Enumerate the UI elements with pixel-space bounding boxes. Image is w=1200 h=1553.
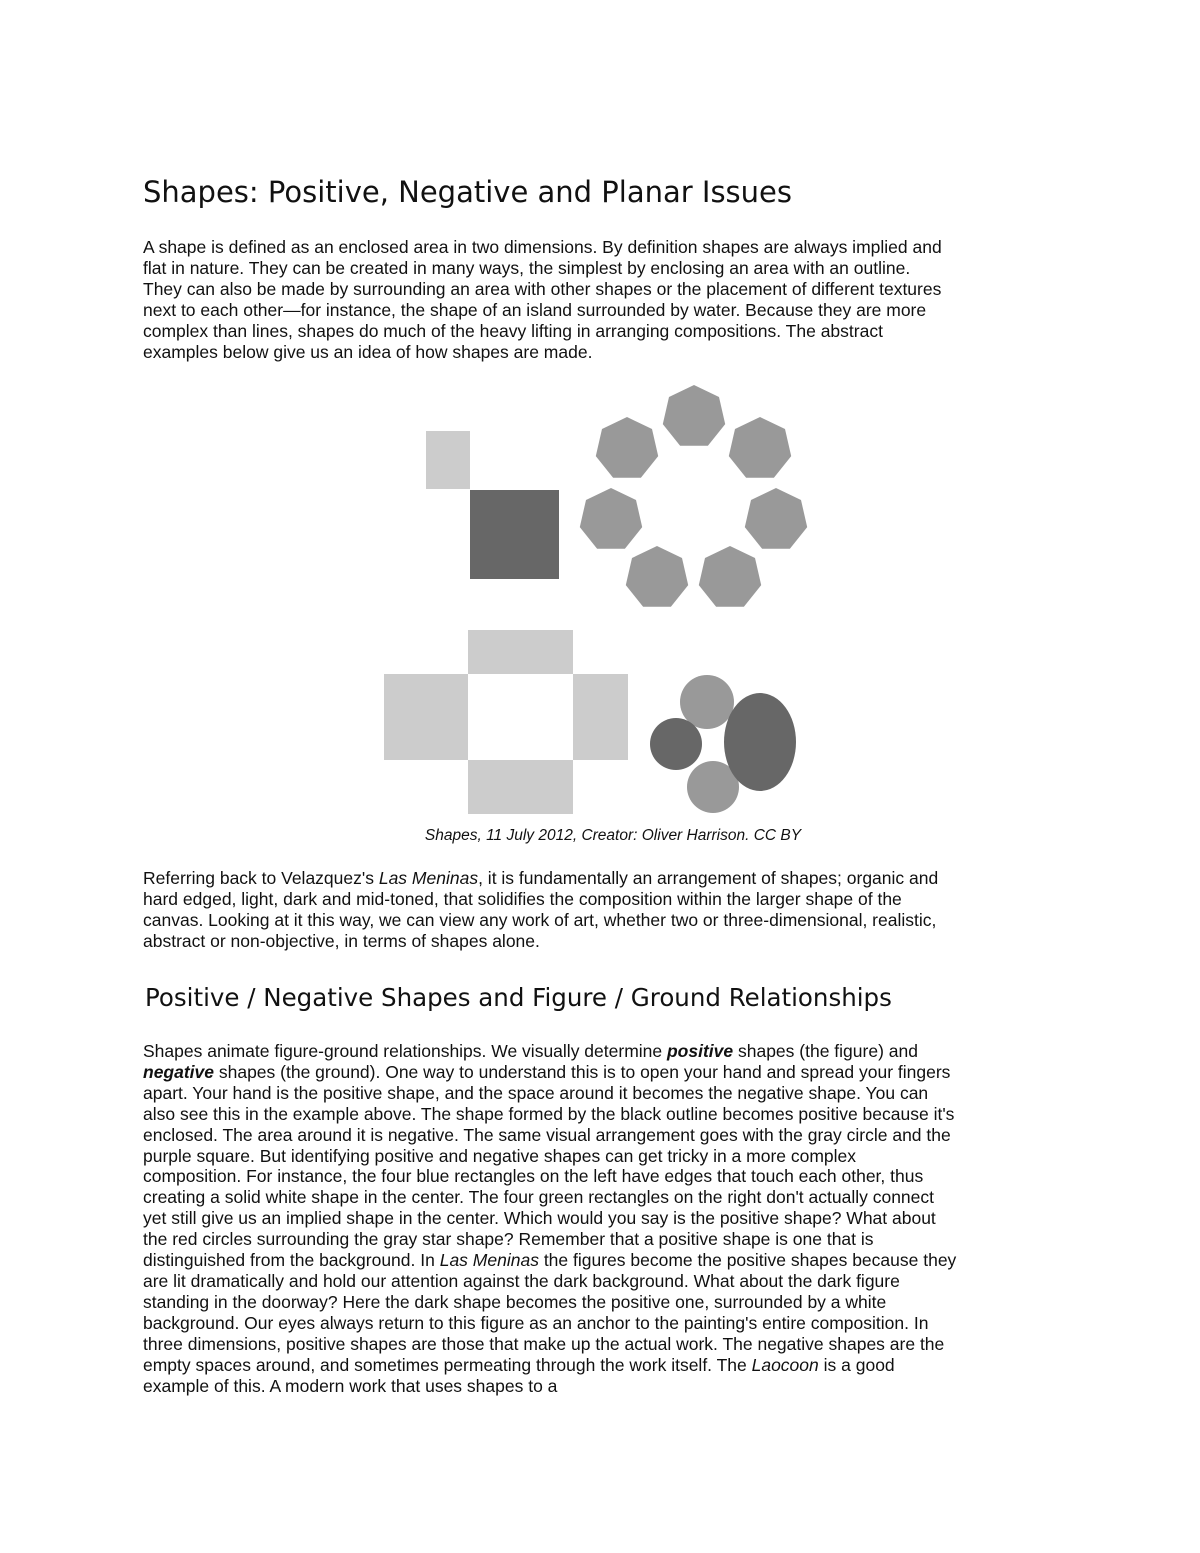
artwork-title: Las Meninas <box>378 868 479 888</box>
text-line: abstract or non-objective, in terms of shapes alone. <box>143 930 540 951</box>
text-line <box>143 868 1073 889</box>
text-line: enclosed. The area around it is negative. The same visual arrangement goes with the gray circle and the <box>143 1124 951 1145</box>
top-circle <box>680 675 734 729</box>
left-circle <box>650 718 702 770</box>
text-line: purple square. But identifying positive and negative shapes can get tricky in a more complex <box>143 1145 857 1166</box>
text-line: the red circles surrounding the gray star shape? Remember that a positive shape is one that is <box>143 1229 874 1250</box>
large-square <box>470 490 559 579</box>
text-run: empty spaces around, and sometimes permeating through the work itself. The <box>143 1354 752 1375</box>
text-run: Shapes animate figure-ground relationships. We visually determine <box>143 1041 667 1061</box>
text-line: also see this in the example above. The shape formed by the black outline becomes positive because it's <box>143 1103 955 1124</box>
right-rectangle <box>573 674 628 760</box>
small-square <box>426 431 470 489</box>
text-line: creating a solid white shape in the center. The four green rectangles on the right don't actually connect <box>143 1187 935 1208</box>
text-line: flat in nature. They can be created in many ways, the simplest by enclosing an area with an outline. <box>143 257 911 278</box>
heptagon <box>663 385 725 446</box>
text-run: distinguished from the background. In <box>143 1250 440 1271</box>
text-line <box>143 1062 1073 1083</box>
text-line: yet still give us an implied shape in the center. Which would you say is the positive shape? What about <box>143 1208 936 1229</box>
text-line <box>143 1355 1073 1376</box>
text-line: hard edged, light, dark and mid-toned, that solidifies the composition within the larger shape of the <box>143 888 902 909</box>
text-line: three dimensions, positive shapes are those that make up the actual work. The negative shapes are the <box>143 1333 945 1354</box>
text-run: Referring back to Velazquez's <box>143 868 379 888</box>
text-line: are lit dramatically and hold our attention against the dark background. What about the dark figure <box>143 1270 900 1291</box>
figure-caption: Shapes, 11 July 2012, Creator: Oliver Harrison. CC BY <box>424 827 802 844</box>
text-line: apart. Your hand is the positive shape, and the space around it becomes the negative shape. You can <box>143 1082 929 1103</box>
text-run: shapes (the figure) and <box>733 1041 918 1061</box>
heptagon <box>729 417 791 478</box>
text-line: complex than lines, shapes do much of the heavy lifting in arranging compositions. The abstract <box>143 320 883 341</box>
text-line <box>143 1041 1073 1062</box>
figure-ground-paragraph <box>143 1041 1073 1396</box>
shapes-figure <box>370 380 820 820</box>
text-line <box>143 1250 1073 1271</box>
heptagon <box>699 546 761 607</box>
large-oval <box>724 693 796 791</box>
text-line: composition. For instance, the four blue rectangles on the left have edges that touch each other, thus <box>143 1166 924 1187</box>
text-line: standing in the doorway? Here the dark shape becomes the positive one, surrounded by a white <box>143 1291 887 1312</box>
heptagon <box>596 417 658 478</box>
text-line: A shape is defined as an enclosed area in two dimensions. By definition shapes are always implied and <box>143 237 942 257</box>
heptagon <box>745 488 807 549</box>
text-run: the figures become the positive shapes because they <box>538 1250 957 1271</box>
intro-paragraph <box>143 237 1073 362</box>
text-run: , it is fundamentally an arrangement of shapes; organic and <box>478 868 939 888</box>
artwork-title: Las Meninas <box>439 1250 539 1271</box>
text-run: is a good <box>818 1354 895 1375</box>
text-line: canvas. Looking at it this way, we can view any work of art, whether two or three-dimensional, realistic, <box>143 909 937 930</box>
text-line: examples below give us an idea of how shapes are made. <box>143 341 593 362</box>
heptagon <box>626 546 688 607</box>
text-line: example of this. A modern work that uses shapes to a <box>143 1375 558 1396</box>
page-title: Shapes: Positive, Negative and Planar Issues <box>143 175 792 209</box>
left-rectangle <box>384 674 468 760</box>
top-rectangle <box>468 630 573 674</box>
term-positive: positive <box>666 1041 734 1061</box>
artwork-title: Laocoon <box>751 1354 819 1375</box>
term-negative: negative <box>143 1061 214 1082</box>
section-heading: Positive / Negative Shapes and Figure / Ground Relationships <box>145 983 892 1012</box>
heptagon <box>580 488 642 549</box>
text-run: shapes (the ground). One way to understand this is to open your hand and spread your fingers <box>214 1061 951 1082</box>
text-line: background. Our eyes always return to this figure as an anchor to the painting's entire composition. In <box>143 1312 929 1333</box>
bottom-rectangle <box>468 760 573 814</box>
text-line: They can also be made by surrounding an area with other shapes or the placement of different textures <box>143 278 942 299</box>
las-meninas-paragraph <box>143 868 1073 952</box>
text-line: next to each other—for instance, the shape of an island surrounded by water. Because they are more <box>143 299 927 320</box>
